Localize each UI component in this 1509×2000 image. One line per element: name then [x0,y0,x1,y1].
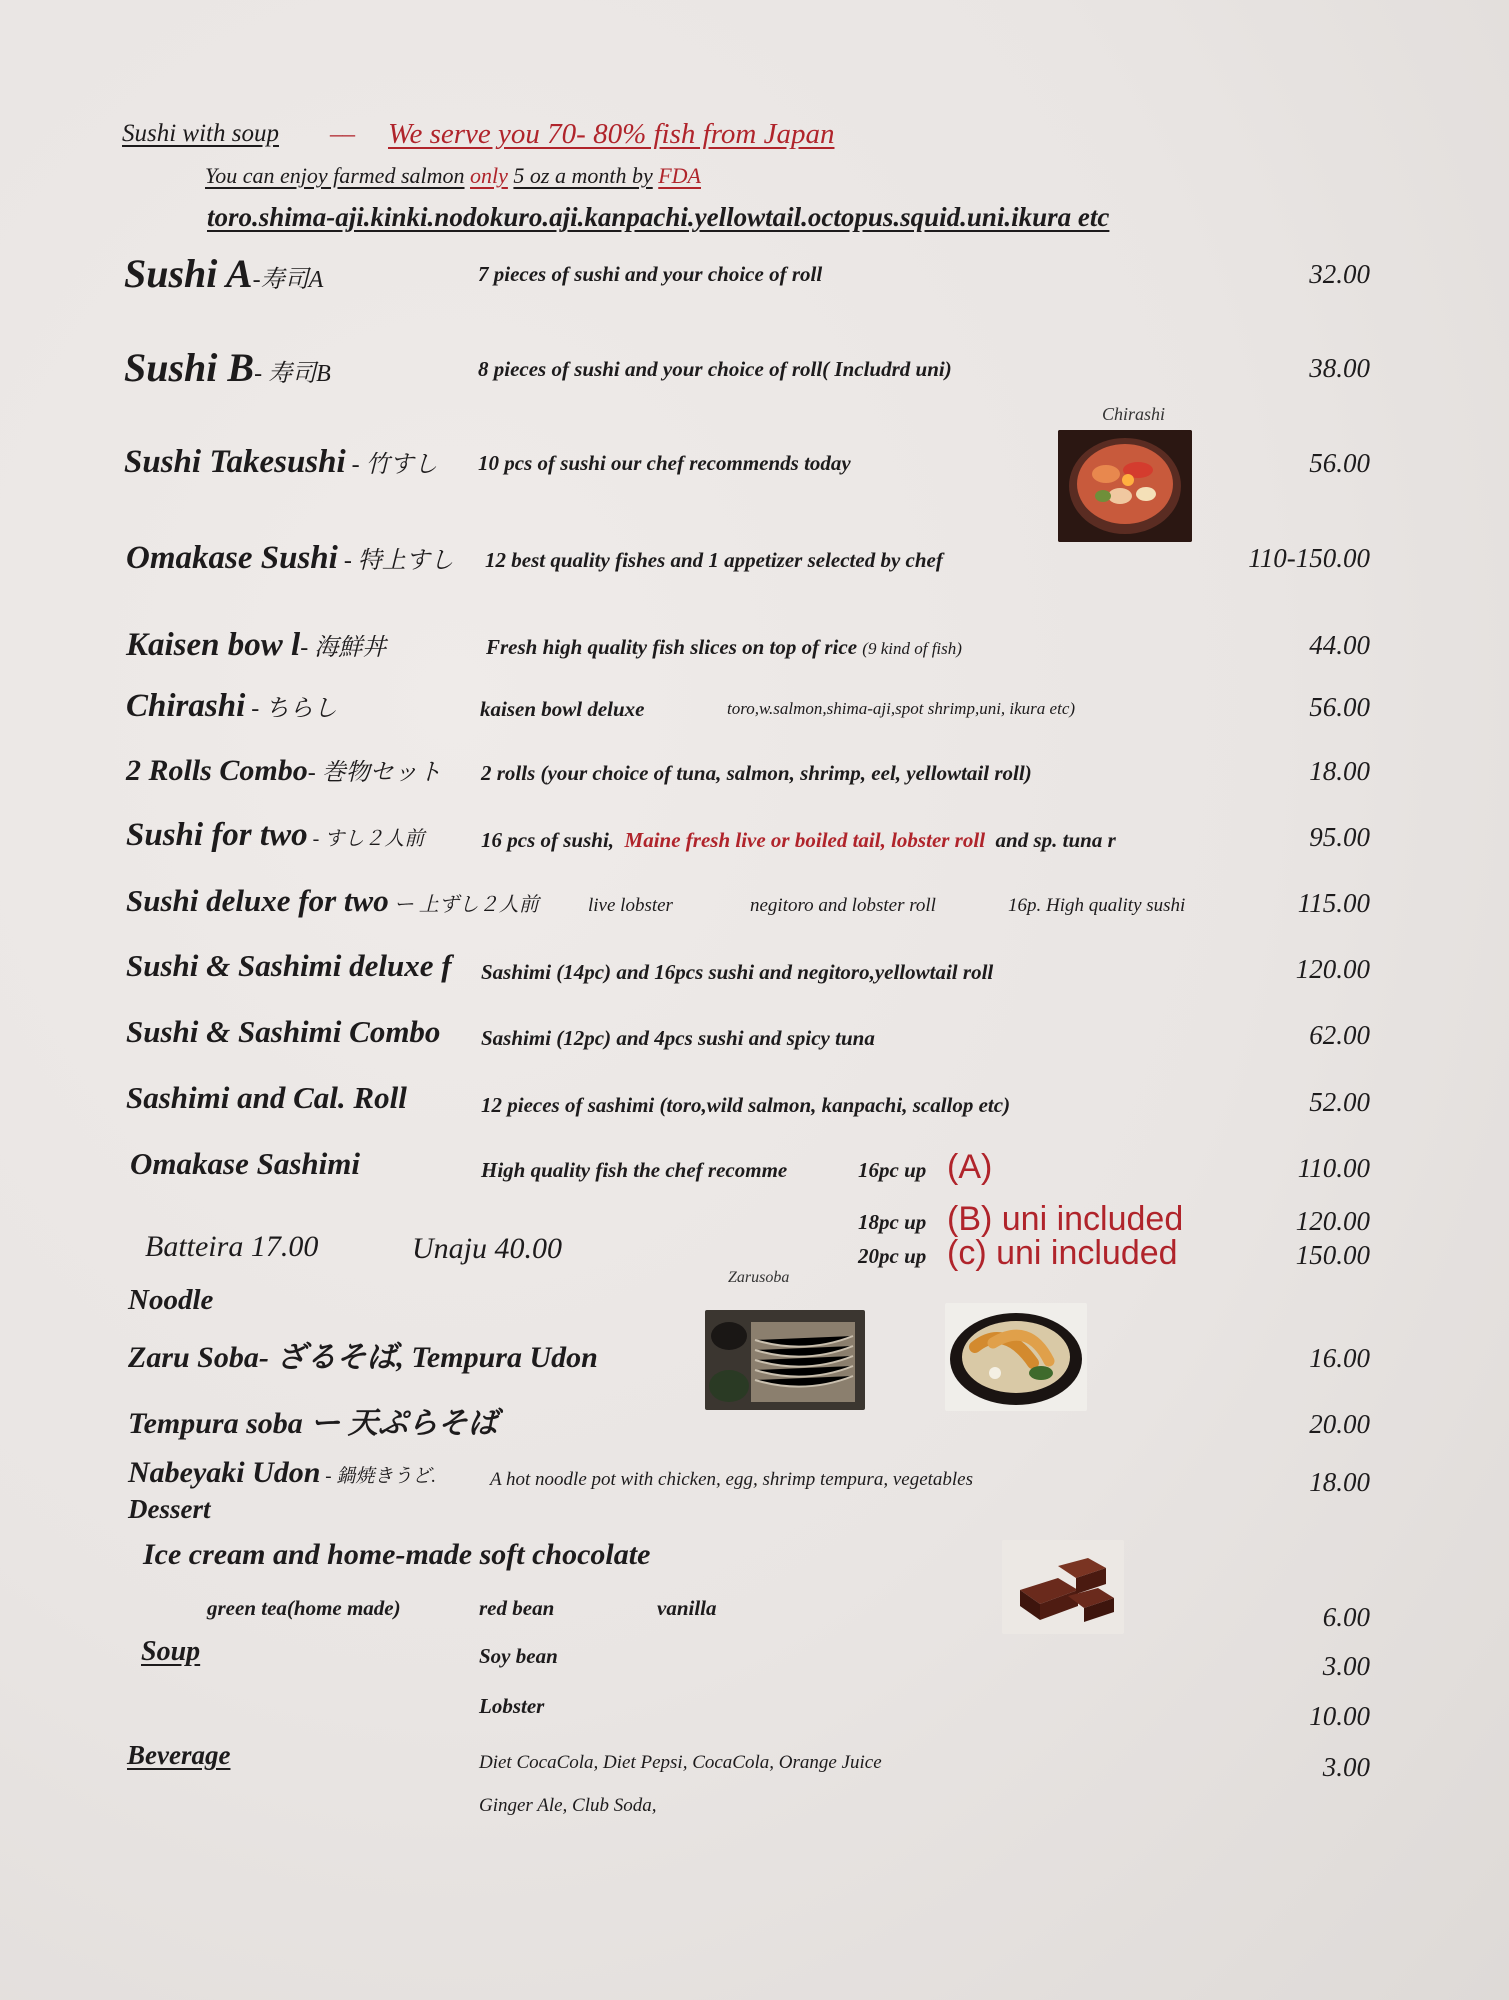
dessert-flavor-green-tea: green tea(home made) [207,1596,401,1620]
omakase-price-a: 110.00 [1297,1153,1370,1183]
soup-soy-bean-price: 3.00 [1322,1651,1370,1681]
header-sep: __ [330,112,355,139]
item-for-two-desc: 16 pcs of sushi, Maine fresh live or boiled tail, lobster roll and sp. tuna r [481,828,1116,852]
item-takesushi-price: 56.00 [1309,448,1370,478]
zarusoba-photo [705,1310,865,1410]
header-title: Sushi with soup [122,120,279,147]
item-takesushi-desc: 10 pcs of sushi our chef recommends today [478,451,851,475]
item-sushi-b-name: Sushi B- 寿司B [124,345,331,390]
dessert-price: 6.00 [1322,1602,1370,1632]
item-rolls-desc: 2 rolls (your choice of tuna, salmon, shrimp, eel, yellowtail roll) [481,761,1032,785]
beverage-price: 3.00 [1322,1752,1370,1782]
soup-lobster-price: 10.00 [1309,1701,1370,1731]
salmon-note-a: You can enjoy farmed salmon [205,163,465,188]
item-omakase-sushi-price: 110-150.00 [1248,543,1370,573]
item-batteira: Batteira 17.00 [145,1230,319,1263]
item-deluxe-two-desc3: 16p. High quality sushi [1008,895,1186,916]
item-ss-combo-desc: Sashimi (12pc) and 4pcs sushi and spicy tuna [481,1026,875,1050]
omakase-option-b: (B) uni included [947,1200,1184,1238]
item-deluxe-two-price: 115.00 [1297,888,1370,918]
fish-list: toro.shima-aji.kinki.nodokuro.aji.kanpachi.yellowtail.octopus.squid.uni.ikura etc [207,202,1110,232]
item-chirashi-price: 56.00 [1309,692,1370,722]
salmon-note-c: 5 oz a month by [513,163,653,188]
omakase-option-c: (c) uni included [947,1234,1178,1272]
noodle-nabeyaki-desc: A hot noodle pot with chicken, egg, shrimp tempura, vegetables [490,1469,974,1490]
item-ss-deluxe-price: 120.00 [1295,954,1370,984]
dessert-heading: Dessert [128,1494,211,1524]
noodle-tempura-soba: Tempura soba ー 天ぷらそば [128,1407,498,1440]
item-sushi-b-desc: 8 pieces of sushi and your choice of roll( Includrd uni) [478,357,952,381]
chocolate-photo [1002,1540,1124,1634]
noodle-zaru-price: 16.00 [1309,1343,1370,1373]
chirashi-caption: Chirashi [1102,404,1166,424]
tempura-udon-photo [945,1303,1087,1411]
header-tagline: We serve you 70- 80% fish from Japan [388,118,835,150]
dessert-title: Ice cream and home-made soft chocolate [143,1538,651,1571]
omakase-price-c: 150.00 [1295,1240,1370,1270]
noodle-zaru: Zaru Soba- ざるそば, Tempura Udon [128,1341,598,1374]
item-sushi-b-price: 38.00 [1309,353,1370,383]
omakase-option-a: (A) [947,1148,993,1186]
item-sushi-a-desc: 7 pieces of sushi and your choice of roll [478,262,823,286]
omakase-price-b: 120.00 [1295,1206,1370,1236]
chirashi-bowl-photo [1058,430,1192,542]
item-sashimi-cal-name: Sashimi and Cal. Roll [126,1080,407,1115]
noodle-heading: Noodle [128,1284,214,1316]
item-chirashi-desc: kaisen bowl deluxe [480,697,645,721]
item-chirashi-note: toro,w.salmon,shima-aji,spot shrimp,uni, ikura etc) [727,699,1076,718]
item-ss-combo-name: Sushi & Sashimi Combo [126,1014,441,1049]
item-kaisen-desc: Fresh high quality fish slices on top of rice (9 kind of fish) [486,635,962,659]
item-omakase-sashimi-name: Omakase Sashimi [130,1146,360,1181]
noodle-tempura-soba-price: 20.00 [1309,1409,1370,1439]
item-takesushi-name: Sushi Takesushi - 竹すし [124,444,438,480]
item-rolls-price: 18.00 [1309,756,1370,786]
item-omakase-sushi-desc: 12 best quality fishes and 1 appetizer selected by chef [485,548,943,572]
noodle-nabeyaki: Nabeyaki Udon - 鍋焼きうど. [128,1456,437,1489]
item-for-two-name: Sushi for two - すし２人前 [126,817,425,853]
item-deluxe-two-desc2: negitoro and lobster roll [750,895,936,916]
beverage-line2: Ginger Ale, Club Soda, [479,1795,657,1816]
dessert-flavor-red-bean: red bean [479,1596,555,1620]
item-ss-deluxe-desc: Sashimi (14pc) and 16pcs sushi and negitoro,yellowtail roll [481,960,994,984]
noodle-nabeyaki-price: 18.00 [1309,1467,1370,1497]
salmon-note [205,163,701,189]
salmon-note-d: FDA [658,163,701,188]
item-ss-combo-price: 62.00 [1309,1020,1370,1050]
item-omakase-sashimi-desc: High quality fish the chef recomme [481,1158,788,1182]
omakase-option-c-pieces: 20pc up [858,1244,927,1268]
salmon-note-b: only [470,163,508,188]
item-sashimi-cal-desc: 12 pieces of sashimi (toro,wild salmon, kanpachi, scallop etc) [481,1093,1011,1117]
item-sushi-a-price: 32.00 [1309,259,1370,289]
zarusoba-caption: Zarusoba [728,1269,790,1286]
dessert-flavor-vanilla: vanilla [657,1596,717,1620]
soup-heading: Soup [141,1636,201,1667]
item-kaisen-name: Kaisen bow l- 海鮮丼 [126,627,387,663]
beverage-heading: Beverage [127,1740,231,1770]
item-sashimi-cal-price: 52.00 [1309,1087,1370,1117]
item-rolls-name: 2 Rolls Combo- 巻物セット [126,754,442,787]
item-ss-deluxe-name: Sushi & Sashimi deluxe f [126,948,452,983]
item-unaju: Unaju 40.00 [412,1232,562,1265]
soup-lobster: Lobster [479,1694,545,1718]
item-chirashi-name: Chirashi - ちらし [126,688,338,724]
omakase-option-b-pieces: 18pc up [858,1210,927,1234]
item-deluxe-two-name: Sushi deluxe for two ー 上ずし２人前 [126,883,539,918]
item-for-two-price: 95.00 [1309,822,1370,852]
item-sushi-a-name: Sushi A-寿司A [124,251,324,296]
item-deluxe-two-desc1: live lobster [588,895,673,916]
item-omakase-sushi-name: Omakase Sushi - 特上すし [126,540,454,576]
item-kaisen-price: 44.00 [1309,630,1370,660]
omakase-option-a-pieces: 16pc up [858,1158,927,1182]
soup-soy-bean: Soy bean [479,1644,558,1668]
beverage-line1: Diet CocaCola, Diet Pepsi, CocaCola, Orange Juice [479,1752,882,1773]
